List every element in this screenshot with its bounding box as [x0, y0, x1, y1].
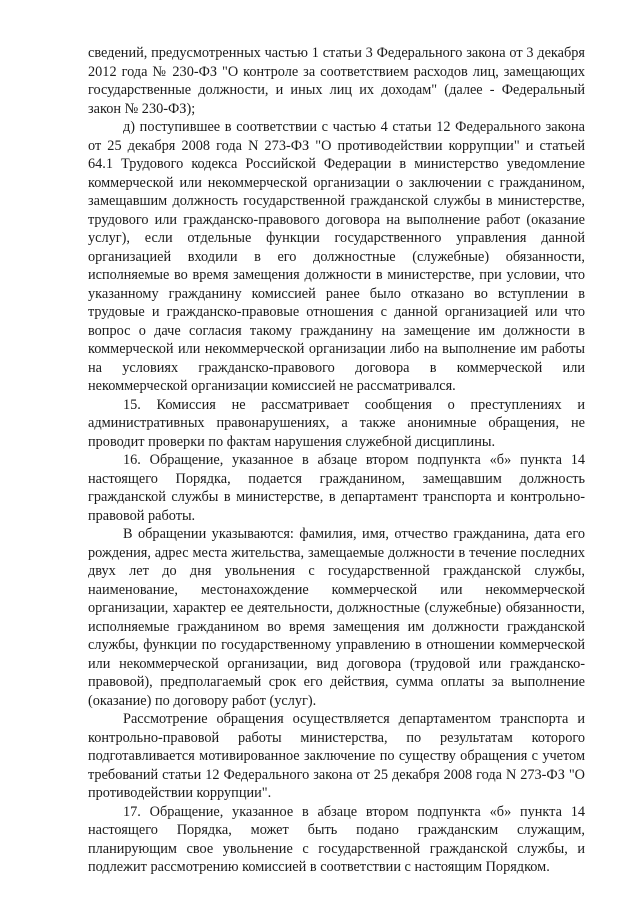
document-body [88, 44, 585, 877]
paragraph-continuation: сведений, предусмотренных частью 1 статьи 3 Федерального закона от 3 декабря 2012 года № 230-ФЗ "О контроле за соответствием расходов лиц, замещающих государственные должности, и иных лиц их доходам" (далее - Федеральный закон № 230-ФЗ); [88, 45, 585, 117]
paragraph-subitem-d: д) поступившее в соответствии с частью 4 статьи 12 Федерального закона от 25 декабря 2008 года N 273-ФЗ "О противодействии коррупции" и статьей 64.1 Трудового кодекса Российской Федерации в министерство уведомление коммерческой или некоммерческой организации о заключении с гражданином, замещавшим должность государственной гражданской службы в министерстве, трудового или гражданско-правового договора на выполнение работ (оказание услуг), если отдельные функции государственного управления данной организацией входили в его должностные (служебные) обязанности, исполняемые во время замещения должности в министерстве, при условии, что указанному гражданину комиссией ранее было отказано во вступлении в трудовые и гражданско-правовые отношения с данной организацией или что вопрос о даче согласия такому гражданину на замещение им должности в коммерческой или некоммерческой организации либо на выполнение им работы на условиях гражданско-правового договора в коммерческой или некоммерческой организации комиссией не рассматривался. [88, 119, 585, 394]
paragraph-appeal-review: Рассмотрение обращения осуществляется департаментом транспорта и контрольно-правовой работы министерства, по результатам которого подготавливается мотивированное заключение по существу обращения с учетом требований статьи 12 Федерального закона от 25 декабря 2008 года N 273-ФЗ "О противодействии коррупции". [88, 711, 585, 801]
paragraph-item-15: 15. Комиссия не рассматривает сообщения о преступлениях и административных правонарушениях, а также анонимные обращения, не проводит проверки по фактам нарушения служебной дисциплины. [88, 396, 585, 450]
paragraph-appeal-contents: В обращении указываются: фамилия, имя, отчество гражданина, дата его рождения, адрес места жительства, замещаемые должности в течение последних двух лет до дня увольнения с государственной гражданской службы, наименование, местонахождение коммерческой или некоммерческой организации, характер ее деятельности, должностные (служебные) обязанности, исполняемые гражданином во время замещения им должности гражданской службы, функции по государственному управлению в отношении коммерческой или некоммерческой организации, вид договора (трудовой или гражданско-правовой), предполагаемый срок его действия, сумма оплаты за выполнение (оказание) по договору работ (услуг). [88, 526, 585, 709]
paragraph-item-17: 17. Обращение, указанное в абзаце втором подпункта «б» пункта 14 настоящего Порядка, может быть подано гражданским служащим, планирующим свое увольнение с государственной гражданской службы, и подлежит рассмотрению комиссией в соответствии с настоящим Порядком. [88, 803, 585, 875]
paragraph-item-16: 16. Обращение, указанное в абзаце втором подпункта «б» пункта 14 настоящего Порядка, подается гражданином, замещавшим должность гражданской службы в министерстве, в департамент транспорта и контрольно-правовой работы. [88, 452, 585, 524]
